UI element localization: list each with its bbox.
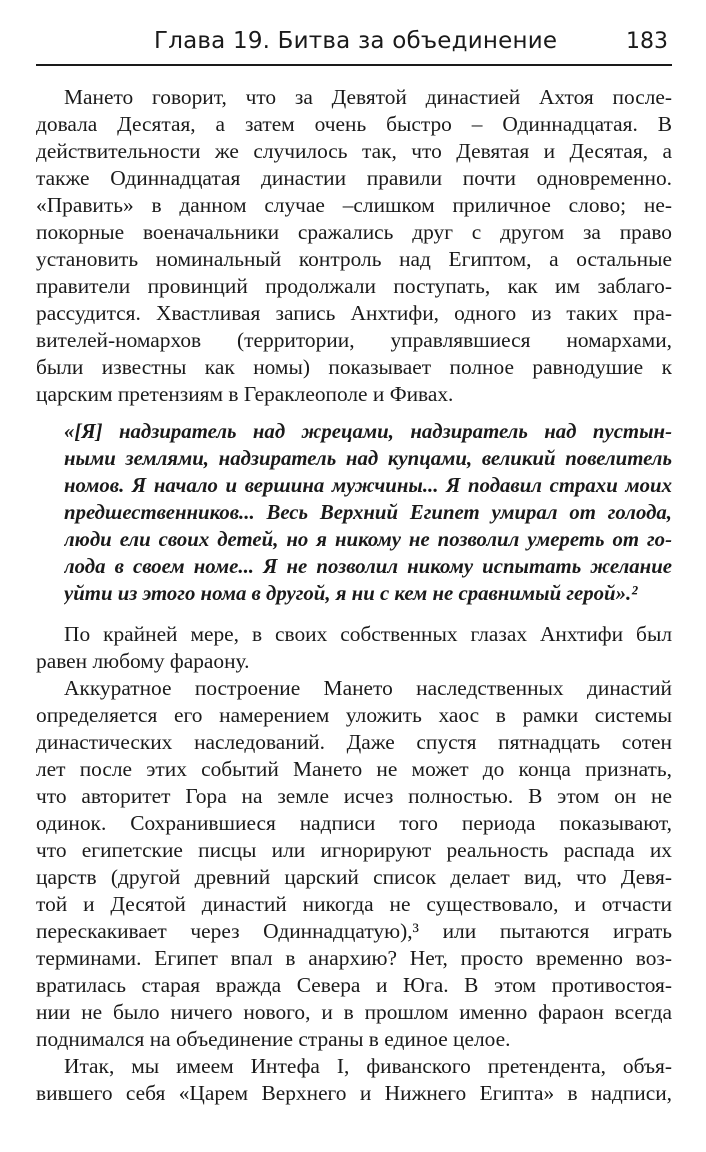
paragraph: [36, 621, 672, 675]
quote-line: номов. Я начало и вершина мужчины... Я подавил страхи моих: [64, 474, 672, 497]
quote-line: «[Я] надзиратель над жрецами, надзиратель над пустын-: [64, 420, 672, 443]
page-number: 183: [626, 29, 668, 54]
text-line: терминами. Египет впал в анархию? Нет, просто временно воз-: [36, 946, 672, 970]
text-line: покорные военачальники сражались друг с другом за право: [36, 220, 672, 244]
text-line: «Править» в данном случае –слишком приличное слово; не-: [36, 193, 672, 217]
text-line: действительности же случилось так, что Девятая и Десятая, а: [36, 139, 672, 163]
text-line: лет после этих событий Мането не может до конца признать,: [36, 757, 672, 781]
text-line: вителей-номархов (территории, управлявшиеся номархами,: [36, 328, 672, 352]
text-line: Аккуратное построение Мането наследственных династий: [64, 676, 672, 700]
page-body: [36, 84, 672, 1107]
text-line: царств (другой древний царский список делает вид, что Девя-: [36, 865, 672, 889]
chapter-title: Глава 19. Битва за объединение: [154, 28, 558, 54]
quote-line: люди ели своих детей, но я никому не позволил умереть от го-: [64, 528, 672, 551]
text-line: установить номинальный контроль над Египтом, а остальные: [36, 247, 672, 271]
text-line: По крайней мере, в своих собственных глазах Анхтифи был: [64, 622, 672, 646]
text-line: Мането говорит, что за Девятой династией Ахтоя после-: [64, 85, 672, 109]
quote-line: ными землями, надзиратель над купцами, великий повелитель: [64, 447, 672, 470]
text-line: перескакивает через Одиннадцатую),³ или пытаются играть: [36, 919, 672, 943]
text-line: династических наследований. Даже спустя пятнадцать сотен: [36, 730, 672, 754]
text-line: рассудится. Хвастливая запись Анхтифи, одного из таких пра-: [36, 301, 672, 325]
text-line: были известны как номы) показывает полное равнодушие к: [36, 355, 672, 379]
text-line: что египетские писцы или игнорируют реальность распада их: [36, 838, 672, 862]
quote-line: лода в своем номе... Я не позволил никому испытать желание: [64, 555, 672, 578]
text-line: нии не было ничего нового, и в прошлом именно фараон всегда: [36, 1000, 672, 1024]
text-line: правители провинций продолжали поступать, как им заблаго-: [36, 274, 672, 298]
paragraph: [36, 1053, 672, 1107]
text-line: одинок. Сохранившиеся надписи того периода показывают,: [36, 811, 672, 835]
text-line: также Одиннадцатая династии правили почти одновременно.: [36, 166, 672, 190]
text-line: равен любому фараону.: [36, 649, 250, 673]
text-line: определяется его намерением уложить хаос в рамки системы: [36, 703, 672, 727]
paragraph: [36, 84, 672, 408]
text-line: довала Десятая, а затем очень быстро – Одиннадцатая. В: [36, 112, 672, 136]
text-line: Итак, мы имеем Интефа I, фиванского претендента, объя-: [64, 1054, 672, 1078]
paragraph: [36, 675, 672, 1053]
text-line: поднимался на объединение страны в единое целое.: [36, 1027, 511, 1051]
text-line: вратилась старая вражда Севера и Юга. В этом противостоя-: [36, 973, 672, 997]
quote-line: предшественников... Весь Верхний Египет умирал от голода,: [64, 501, 672, 524]
block-quote: [36, 418, 672, 607]
text-line: той и Десятой династий никогда не существовало, и отчасти: [36, 892, 672, 916]
quote-line: уйти из этого нома в другой, я ни с кем не сравнимый герой».²: [64, 582, 638, 605]
text-line: царским претензиям в Гераклеополе и Фивах.: [36, 382, 454, 406]
running-header: [36, 24, 672, 66]
text-line: вившего себя «Царем Верхнего и Нижнего Египта» в надписи,: [36, 1081, 672, 1105]
text-line: что авторитет Гора на земле исчез полностью. В этом он не: [36, 784, 672, 808]
